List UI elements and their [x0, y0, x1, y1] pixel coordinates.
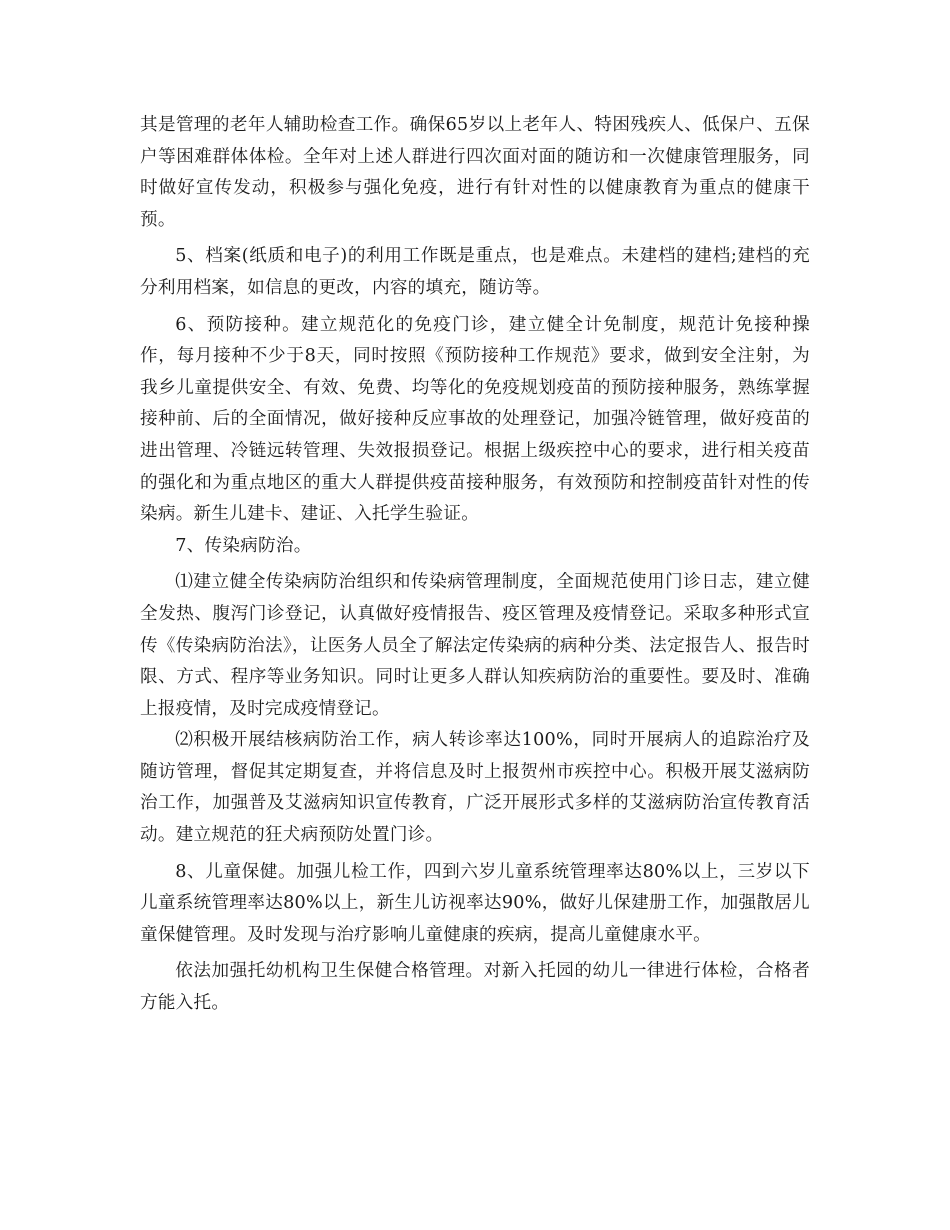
paragraph-continuation: 其是管理的老年人辅助检查工作。确保65岁以上老年人、特困残疾人、低保户、五保户等困难群体体检。全年对上述人群进行四次面对面的随访和一次健康管理服务，同时做好宣传发动，积极参与强化免疫，进行有针对性的以健康教育为重点的健康干预。 — [140, 115, 810, 230]
document-body — [140, 110, 810, 1020]
paragraph-item-8-child-health: 8、儿童保健。加强儿检工作，四到六岁儿童系统管理率达80%以上，三岁以下儿童系统管理率达80%以上，新生儿访视率达90%，做好儿保建册工作，加强散居儿童保健管理。及时发现与治疗影响儿童健康的疾病，提高儿童健康水平。 — [140, 861, 810, 945]
paragraph-item-7-heading: 7、传染病防治。 — [175, 535, 312, 556]
paragraph-item-7-sub-2: ⑵积极开展结核病防治工作，病人转诊率达100%，同时开展病人的追踪治疗及随访管理，督促其定期复查，并将信息及时上报贺州市疾控中心。积极开展艾滋病防治工作，加强普及艾滋病知识宣传教育，广泛开展形式多样的艾滋病防治宣传教育活动。建立规范的狂犬病预防处置门诊。 — [140, 730, 810, 846]
paragraph-item-5-archives: 5、档案(纸质和电子)的利用工作既是重点，也是难点。未建档的建档;建档的充分利用档案，如信息的更改，内容的填充，随访等。 — [140, 246, 810, 298]
paragraph-item-7-sub-1: ⑴建立健全传染病防治组织和传染病管理制度，全面规范使用门诊日志，建立健全发热、腹泻门诊登记，认真做好疫情报告、疫区管理及疫情登记。采取多种形式宣传《传染病防治法》，让医务人员全了解法定传染病的病种分类、法定报告人、报告时限、方式、程序等业务知识。同时让更多人群认知疾病防治的重要性。要及时、准确上报疫情，及时完成疫情登记。 — [140, 572, 810, 719]
paragraph-item-6-vaccination: 6、预防接种。建立规范化的免疫门诊，建立健全计免制度，规范计免接种操作，每月接种不少于8天，同时按照《预防接种工作规范》要求，做到安全注射，为我乡儿童提供安全、有效、免费、均等化的免疫规划疫苗的预防接种服务，熟练掌握接种前、后的全面情况，做好接种反应事故的处理登记，加强冷链管理，做好疫苗的进出管理、冷链远转管理、失效报损登记。根据上级疾控中心的要求，进行相关疫苗的强化和为重点地区的重大人群提供疫苗接种服务，有效预防和控制疫苗针对性的传染病。新生儿建卡、建证、入托学生验证。 — [140, 314, 810, 525]
paragraph-kindergarten: 依法加强托幼机构卫生保健合格管理。对新入托园的幼儿一律进行体检，合格者方能入托。 — [140, 961, 810, 1014]
